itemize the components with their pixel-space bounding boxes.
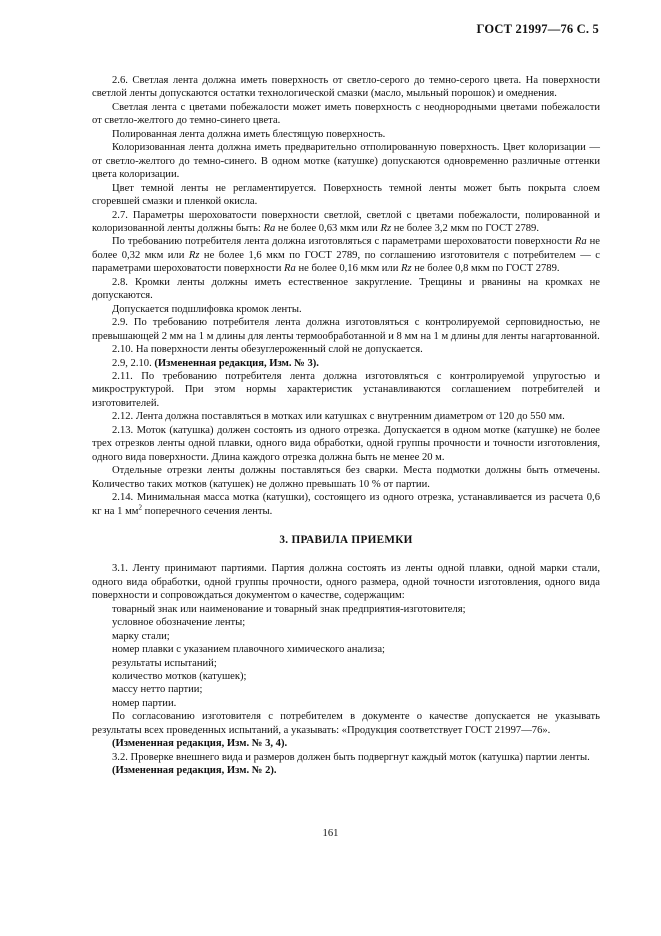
paragraph-2-12: 2.12. Лента должна поставляться в мотках или катушках с внутренним диаметром от 120 до 550 мм. — [112, 411, 565, 423]
paragraph-2-14: 2.14. Минимальная масса мотка (катушки), состоящего из одного отрезка, устанавливается из расчета 0,6 кг на 1 $мм^2$ поперечного сечения ленты. — [92, 492, 600, 517]
running-header: ГОСТ 21997—76 С. 5 — [476, 22, 599, 36]
paragraph-2-13: 2.13. Моток (катушка) должен состоять из одного отрезка. Допускается в одном мотке (катушке) не более трех отрезков ленты одной плавки, одного вида обработки, одной группы прочности и точности изготовления, одного вида поверхности. Длина каждого отрезка должна быть не менее 20 м. — [92, 424, 600, 463]
paragraph-2-10: 2.10. На поверхности ленты обезуглероженный слой не допускается. — [112, 344, 423, 356]
paragraph: Цвет темной ленты не регламентируется. Поверхность темной ленты может быть покрыта слоем сгоревшей смазки и пленкой окисла. — [92, 182, 600, 208]
paragraph-2-8: 2.8. Кромки ленты должны иметь естественное закругление. Трещины и рванины на кромках не допускаются. — [92, 276, 600, 302]
list-item: количество мотков (катушек); — [112, 671, 247, 683]
paragraph: Полированная лента должна иметь блестящую поверхность. — [112, 128, 386, 140]
paragraph-2-6: 2.6. Светлая лента должна иметь поверхность от светло-серого до темно-серого цвета. На поверхности светлой ленты допускаются остатки технологической смазки (масло, мыльный порошок) и омеднения. — [92, 75, 600, 100]
amendment-note: (Измененная редакция, Изм. № 3, 4). — [112, 738, 288, 750]
body-text — [92, 74, 600, 778]
list-item: номер партии. — [112, 697, 177, 709]
paragraph: По согласованию изготовителя с потребителем в документе о качестве допускается не указывать результаты всех проведенных испытаний, а указывать: «Продукция соответствует ГОСТ 21997—76». — [92, 711, 600, 736]
list-item: товарный знак или наименование и товарный знак предприятия-изготовителя; — [112, 603, 466, 615]
paragraph: Колоризованная лента должна иметь предварительно отполированную поверхность. Цвет колоризации — от светло-желтого до темно-синего. В одном мотке (катушке) допускаются одновременно различные оттенки цвета колоризации. — [92, 142, 600, 181]
list-item: марку стали; — [112, 630, 170, 642]
amendment-note: (Измененная редакция, Изм. № 2). — [112, 765, 277, 777]
paragraph-2-7: 2.7. Параметры шероховатости поверхности светлой, светлой с цветами побежалости, полированной и колоризованной ленты должны быть: Ra не более 0,63 мкм или Rz не более 3,2 мкм по ГОСТ 2789. — [92, 209, 600, 234]
paragraph: Допускается подшлифовка кромок ленты. — [112, 303, 302, 315]
list-item: массу нетто партии; — [112, 684, 203, 696]
amendment-note: 2.9, 2.10. (Измененная редакция, Изм. № 3). — [112, 357, 319, 369]
paragraph: Светлая лента с цветами побежалости может иметь поверхность с неоднородными цветами побежалости от светло-желтого до темно-синего цвета. — [92, 101, 600, 127]
list-item: результаты испытаний; — [112, 657, 217, 669]
document-contents-list — [92, 603, 600, 711]
paragraph: По требованию потребителя лента должна изготовляться с параметрами шероховатости поверхности Ra не более 0,32 мкм или Rz не более 1,6 мкм по ГОСТ 2789, по соглашению изготовителя с потребителем — с параметрами шероховатости поверхности Ra не более 0,16 мкм или Rz не более 0,8 мкм по ГОСТ 2789. — [92, 236, 600, 275]
list-item: номер плавки с указанием плавочного химического анализа; — [112, 644, 386, 656]
paragraph-3-1: 3.1. Ленту принимают партиями. Партия должна состоять из ленты одной плавки, одной марки стали, одного вида обработки, одной группы прочности, одного размера, одной точности изготовления, одного вида поверхности и сопровождаться документом о качестве, содержащим: — [92, 563, 600, 602]
paragraph-2-11: 2.11. По требованию потребителя лента должна изготовляться с контролируемой упругостью и микроструктурой. При этом нормы характеристик устанавливаются соглашением потребителей и изготовителей. — [92, 370, 600, 409]
page-number: 161 — [322, 828, 339, 839]
list-item: условное обозначение ленты; — [112, 617, 246, 629]
section-heading: 3. ПРАВИЛА ПРИЕМКИ — [279, 533, 413, 546]
paragraph-2-9: 2.9. По требованию потребителя лента должна изготовляться с контролируемой серповидностью, не превышающей 2 мм на 1 м длины для ленты термообработанной и 8 мм на 1 м длины для ленты нагартованной. — [92, 317, 600, 342]
paragraph-3-2: 3.2. Проверке внешнего вида и размеров должен быть подвергнут каждый моток (катушка) партии ленты. — [112, 751, 590, 763]
paragraph: Отдельные отрезки ленты должны поставляться без сварки. Места подмотки должны быть отмечены. Количество таких мотков (катушек) не должно превышать 10 % от партии. — [92, 465, 600, 490]
